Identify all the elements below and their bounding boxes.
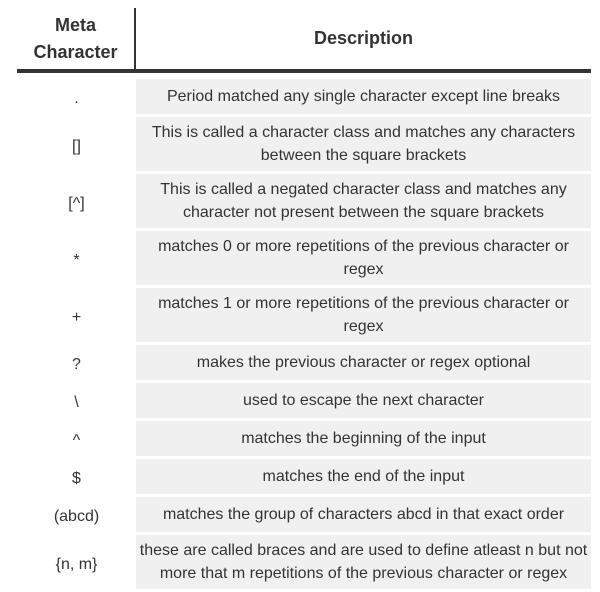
meta-character-cell: $ — [17, 459, 136, 494]
description-cell: This is called a character class and matches any characters between the square brackets — [136, 117, 591, 171]
description-cell: This is called a negated character class and matches any character not present between the square brackets — [136, 174, 591, 228]
meta-character-cell: + — [17, 288, 136, 342]
meta-character-cell: {n, m} — [17, 535, 136, 589]
meta-character-cell: ? — [17, 345, 136, 380]
table-row — [17, 459, 591, 494]
description-cell: matches 1 or more repetitions of the previous character or regex — [136, 288, 591, 342]
description-cell: matches the group of characters abcd in that exact order — [136, 497, 591, 532]
meta-character-cell: ^ — [17, 421, 136, 456]
meta-character-cell: [^] — [17, 174, 136, 228]
meta-character-cell: \ — [17, 383, 136, 418]
description-cell: Period matched any single character except line breaks — [136, 79, 591, 114]
header-meta-character-line1: Meta — [54, 14, 96, 35]
table-header-row — [17, 8, 591, 73]
meta-character-cell: . — [17, 79, 136, 114]
description-cell: makes the previous character or regex optional — [136, 345, 591, 380]
table-row — [17, 79, 591, 114]
table-row — [17, 345, 591, 380]
table-row — [17, 231, 591, 285]
meta-character-cell: (abcd) — [17, 497, 136, 532]
description-cell: matches 0 or more repetitions of the previous character or regex — [136, 231, 591, 285]
description-cell: matches the end of the input — [136, 459, 591, 494]
header-meta-character-line2: Character — [33, 41, 118, 62]
table-row — [17, 117, 591, 171]
table-row — [17, 288, 591, 342]
table-row — [17, 174, 591, 228]
meta-character-table — [17, 5, 591, 592]
table-row — [17, 535, 591, 589]
description-cell: matches the beginning of the input — [136, 421, 591, 456]
table-row — [17, 497, 591, 532]
header-meta-character — [17, 8, 136, 73]
table-row — [17, 421, 591, 456]
meta-character-cell: [] — [17, 117, 136, 171]
table-row — [17, 383, 591, 418]
meta-character-cell: * — [17, 231, 136, 285]
description-cell: these are called braces and are used to define atleast n but not more that m repetitions of the previous character or regex — [136, 535, 591, 589]
header-description: Description — [136, 8, 591, 73]
description-cell: used to escape the next character — [136, 383, 591, 418]
meta-character-table-container — [17, 5, 591, 592]
